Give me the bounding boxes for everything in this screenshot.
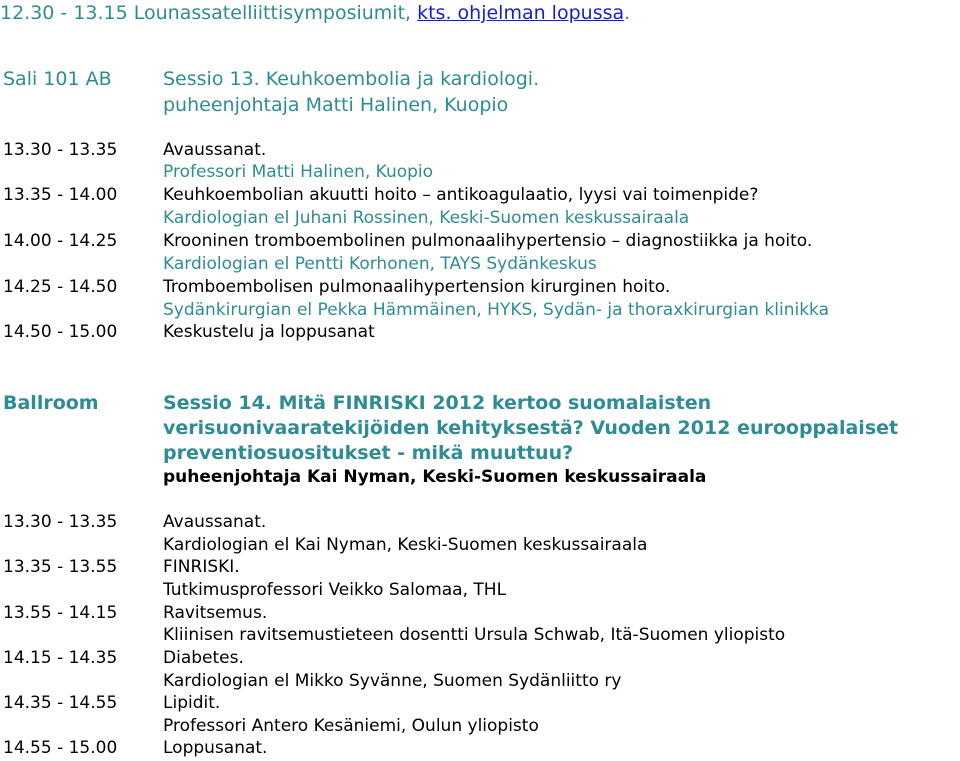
s1-item-0-speaker: Professori Matti Halinen, Kuopio bbox=[163, 162, 434, 182]
s2-item-4-speaker: Professori Antero Kesäniemi, Oulun yliopisto bbox=[163, 716, 539, 736]
header-line bbox=[0, 1, 630, 25]
section1-title: Sessio 13. Keuhkoembolia ja kardiologi. bbox=[163, 68, 540, 90]
s1-item-3-title: Tromboembolisen pulmonaalihypertension kirurginen hoito. bbox=[163, 277, 671, 297]
s1-item-4-time: 14.50 - 15.00 bbox=[3, 322, 118, 342]
s1-item-0-title: Avaussanat. bbox=[163, 140, 267, 160]
section2-title-1: Sessio 14. Mitä FINRISKI 2012 kertoo suomalaisten bbox=[163, 392, 712, 414]
s1-item-1-time: 13.35 - 14.00 bbox=[3, 185, 118, 205]
s2-item-5-title: Loppusanat. bbox=[163, 738, 268, 758]
s2-item-0-title: Avaussanat. bbox=[163, 512, 267, 532]
s2-item-1-time: 13.35 - 13.55 bbox=[3, 557, 118, 577]
s2-item-4-title: Lipidit. bbox=[163, 693, 221, 713]
s1-item-2-speaker: Kardiologian el Pentti Korhonen, TAYS Sydänkeskus bbox=[163, 254, 597, 274]
s1-item-2-title: Krooninen tromboembolinen pulmonaalihypertensio – diagnostiikka ja hoito. bbox=[163, 231, 813, 251]
s2-item-0-speaker: Kardiologian el Kai Nyman, Keski-Suomen keskussairaala bbox=[163, 535, 648, 555]
s2-item-3-speaker: Kardiologian el Mikko Syvänne, Suomen Sydänliitto ry bbox=[163, 671, 622, 691]
s1-item-2-time: 14.00 - 14.25 bbox=[3, 231, 118, 251]
section2-title-3: preventiosuositukset - mikä muuttuu? bbox=[163, 442, 574, 464]
s2-item-1-speaker: Tutkimusprofessori Veikko Salomaa, THL bbox=[163, 580, 507, 600]
program-end-link[interactable]: kts. ohjelman lopussa bbox=[417, 2, 625, 24]
s1-item-3-speaker: Sydänkirurgian el Pekka Hämmäinen, HYKS, Sydän- ja thoraxkirurgian klinikka bbox=[163, 300, 830, 320]
section2-chair: puheenjohtaja Kai Nyman, Keski-Suomen keskussairaala bbox=[163, 467, 707, 487]
s1-item-1-speaker: Kardiologian el Juhani Rossinen, Keski-Suomen keskussairaala bbox=[163, 208, 690, 228]
section1-room: Sali 101 AB bbox=[3, 68, 112, 90]
s2-item-3-time: 14.15 - 14.35 bbox=[3, 648, 118, 668]
section2-title-2: verisuonivaaratekijöiden kehityksestä? Vuoden 2012 eurooppalaiset bbox=[163, 417, 899, 439]
section1-chair: puheenjohtaja Matti Halinen, Kuopio bbox=[163, 94, 509, 116]
s1-item-4-title: Keskustelu ja loppusanat bbox=[163, 322, 375, 342]
s2-item-1-title: FINRISKI. bbox=[163, 557, 240, 577]
header-text: 12.30 - 13.15 Lounassatelliittisymposiumit, bbox=[0, 2, 418, 24]
section2-room: Ballroom bbox=[3, 392, 99, 414]
s2-item-3-title: Diabetes. bbox=[163, 648, 244, 668]
s2-item-4-time: 14.35 - 14.55 bbox=[3, 693, 118, 713]
s2-item-2-title: Ravitsemus. bbox=[163, 603, 268, 623]
s1-item-1-title: Keuhkoembolian akuutti hoito – antikoagulaatio, lyysi vai toimenpide? bbox=[163, 185, 759, 205]
s1-item-0-time: 13.30 - 13.35 bbox=[3, 140, 118, 160]
s2-item-5-time: 14.55 - 15.00 bbox=[3, 738, 118, 758]
s2-item-2-time: 13.55 - 14.15 bbox=[3, 603, 118, 623]
header-suffix: . bbox=[624, 2, 631, 24]
s1-item-3-time: 14.25 - 14.50 bbox=[3, 277, 118, 297]
s2-item-2-speaker: Kliinisen ravitsemustieteen dosentti Ursula Schwab, Itä-Suomen yliopisto bbox=[163, 625, 786, 645]
s2-item-0-time: 13.30 - 13.35 bbox=[3, 512, 118, 532]
